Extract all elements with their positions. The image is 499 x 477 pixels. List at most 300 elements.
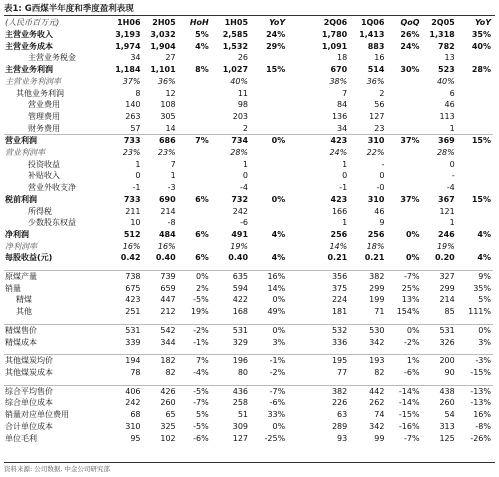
table-row: [4, 194, 493, 206]
table-cell: [457, 88, 493, 100]
table-row: [4, 147, 493, 159]
table-cell: -16%: [398, 421, 420, 431]
table-cell: 193: [349, 355, 386, 367]
table-cell: 23%: [122, 148, 141, 158]
table-cell: [287, 271, 310, 283]
table-cell: 531: [107, 324, 142, 336]
table-cell: [287, 170, 310, 182]
top-rule: [4, 15, 495, 16]
table-cell: -15%: [470, 367, 491, 377]
row-label: 所得税: [28, 206, 52, 216]
table-row: [4, 283, 493, 295]
table-cell: 675: [125, 283, 141, 293]
row-label: (人民币百万元): [5, 18, 60, 27]
table-cell: 6: [449, 88, 455, 98]
row-label: 净利润率: [5, 241, 37, 251]
table-cell: 310: [367, 194, 385, 204]
row-label: 其他煤炭均价: [4, 355, 107, 367]
table-row: [4, 170, 493, 182]
table-cell: 733: [107, 135, 142, 147]
table-cell: -7%: [193, 398, 209, 408]
table-cell: [457, 206, 493, 218]
table-cell: [386, 159, 421, 171]
table-cell: -5%: [193, 295, 209, 305]
row-label: 其他: [16, 307, 32, 317]
row-label: 单位毛利: [5, 433, 37, 443]
table-cell: 0: [135, 171, 141, 181]
table-cell: 0%: [250, 324, 287, 336]
row-label: 主营业务利润率: [5, 76, 61, 86]
table-cell: 30%: [400, 65, 420, 75]
table-cell: 336: [331, 337, 348, 347]
row-label: 营业外收支净: [28, 183, 76, 193]
table-cell: [250, 241, 287, 253]
table-cell: 23: [374, 123, 385, 133]
table-cell: 0: [342, 171, 348, 181]
table-cell: 7%: [178, 135, 211, 147]
table-cell: [178, 123, 211, 135]
table-cell: 125: [439, 433, 455, 443]
table-cell: [287, 194, 310, 206]
row-label: 精煤: [16, 295, 32, 305]
table-cell: 15%: [471, 194, 491, 204]
table-cell: 782: [438, 41, 455, 51]
table-cell: 686: [143, 135, 178, 147]
table-cell: 1,091: [321, 41, 348, 51]
table-cell: [178, 88, 211, 100]
table-cell: 382: [349, 271, 386, 283]
table-cell: 24%: [329, 148, 348, 158]
table-cell: 3%: [272, 337, 286, 347]
table-cell: 40%: [230, 76, 249, 86]
table-cell: 7%: [178, 355, 211, 367]
table-cell: 4%: [271, 229, 286, 239]
table-cell: 659: [160, 283, 176, 293]
table-cell: [287, 29, 310, 41]
table-cell: 1: [342, 159, 348, 169]
table-cell: 46: [444, 100, 455, 110]
table-cell: 326: [439, 337, 455, 347]
table-cell: 733: [123, 194, 141, 204]
table-cell: -15%: [398, 410, 420, 420]
table-row: [4, 241, 493, 253]
table-cell: 739: [143, 271, 178, 283]
table-cell: 95: [130, 433, 141, 443]
table-cell: 7: [342, 88, 348, 98]
table-cell: 16%: [473, 410, 491, 420]
table-row: [4, 88, 493, 100]
table-cell: [287, 252, 310, 264]
table-cell: [178, 147, 211, 159]
table-cell: 0%: [250, 135, 287, 147]
table-cell: -6%: [269, 398, 286, 408]
table-cell: [386, 217, 421, 229]
row-label: 管理费用: [28, 111, 60, 121]
table-cell: -5%: [178, 385, 211, 397]
table-cell: [457, 123, 493, 135]
table-row: [4, 159, 493, 171]
table-cell: 7: [170, 159, 176, 169]
table-row: [4, 64, 493, 76]
table-cell: HoH: [189, 18, 209, 27]
table-cell: [287, 409, 310, 421]
table-cell: 54: [444, 410, 455, 420]
source-note: 资料来源: 公司数据, 中金公司研究部: [4, 465, 110, 473]
table-cell: QoQ: [400, 18, 420, 27]
table-cell: 447: [160, 295, 176, 305]
table-cell: 0%: [386, 324, 421, 336]
table-cell: 4%: [477, 253, 491, 263]
table-cell: [250, 88, 287, 100]
table-row: [4, 294, 493, 306]
table-cell: 299: [369, 283, 385, 293]
row-label: 销量对应单位费用: [5, 410, 69, 420]
table-cell: 136: [331, 111, 348, 121]
row-label: 合计单位成本: [5, 421, 53, 431]
table-cell: 3,193: [115, 30, 141, 39]
table-cell: 1: [342, 218, 348, 228]
table-cell: [178, 76, 211, 88]
table-cell: 49%: [267, 307, 286, 317]
table-cell: 1Q06: [360, 18, 385, 27]
table-cell: [287, 306, 310, 318]
table-cell: 1H05: [224, 18, 249, 27]
table-cell: [287, 294, 310, 306]
table-cell: 242: [125, 398, 141, 408]
table-cell: 56: [374, 100, 385, 110]
table-cell: 203: [232, 111, 249, 121]
table-row: [4, 41, 493, 53]
table-cell: 26%: [400, 30, 420, 39]
table-cell: [178, 206, 211, 218]
table-cell: 3,032: [150, 30, 176, 39]
table-cell: 9%: [457, 271, 493, 283]
table-cell: 18: [337, 53, 348, 63]
table-cell: [386, 147, 421, 159]
table-cell: 74: [374, 410, 385, 420]
table-header-row: [4, 17, 493, 29]
table-row: [4, 76, 493, 88]
row-label: 主营业务收入: [5, 30, 53, 39]
table-cell: [287, 206, 310, 218]
table-cell: 313: [439, 421, 455, 431]
table-cell: 289: [331, 421, 348, 431]
table-cell: 6%: [195, 194, 209, 204]
table-cell: 339: [125, 337, 141, 347]
table-cell: -14%: [398, 398, 420, 408]
table-cell: [178, 170, 211, 182]
table-cell: 12: [165, 88, 176, 98]
table-cell: 37%: [386, 135, 421, 147]
table-cell: 34: [337, 123, 348, 133]
table-cell: 214: [439, 295, 455, 305]
table-cell: 523: [438, 65, 455, 75]
table-cell: -4: [446, 183, 455, 193]
table-cell: 4%: [271, 253, 286, 263]
table-cell: [287, 99, 310, 111]
table-cell: 82: [374, 367, 385, 377]
table-cell: 367: [438, 194, 455, 204]
table-cell: [250, 99, 287, 111]
table-cell: 19%: [190, 307, 209, 317]
table-cell: 27: [165, 53, 176, 63]
table-cell: 46: [374, 206, 385, 216]
table-cell: [178, 241, 211, 253]
table-cell: 242: [232, 206, 249, 216]
row-label: 精煤成本: [5, 337, 37, 347]
table-cell: 310: [125, 421, 141, 431]
table-cell: 29%: [266, 41, 286, 51]
table-cell: 530: [349, 324, 386, 336]
table-cell: 5%: [195, 30, 209, 39]
row-label: 净利润: [5, 229, 29, 239]
table-cell: [287, 355, 310, 367]
bottom-rule: [4, 462, 495, 463]
table-cell: [386, 182, 421, 194]
table-cell: 63: [337, 410, 348, 420]
table-cell: [250, 159, 287, 171]
table-cell: 19%: [230, 241, 249, 251]
row-label: 销量: [5, 283, 21, 293]
table-row: [4, 252, 493, 264]
table-cell: 263: [125, 111, 141, 121]
table-cell: 37%: [400, 194, 420, 204]
table-cell: 127: [369, 111, 385, 121]
table-cell: 426: [143, 385, 178, 397]
table-cell: 422: [232, 295, 249, 305]
table-cell: [287, 147, 310, 159]
table-cell: [287, 397, 310, 409]
table-cell: 16%: [122, 241, 141, 251]
table-cell: [287, 283, 310, 295]
table-cell: -3%: [457, 355, 493, 367]
table-row: [4, 385, 493, 397]
table-row: [4, 355, 493, 367]
table-row: [4, 135, 493, 147]
table-cell: 670: [330, 65, 348, 75]
row-label: 财务费用: [28, 123, 60, 133]
table-cell: 154%: [396, 307, 420, 317]
table-cell: 738: [107, 271, 142, 283]
table-cell: [178, 52, 211, 64]
table-cell: [287, 123, 310, 135]
row-label: 主营业务利润: [5, 65, 53, 75]
table-cell: 491: [231, 229, 249, 239]
table-cell: 1: [449, 123, 455, 133]
table-cell: 369: [422, 135, 457, 147]
table-row: [4, 324, 493, 336]
table-cell: 309: [232, 421, 249, 431]
table-cell: 251: [125, 307, 141, 317]
table-cell: 246: [438, 229, 455, 239]
table-cell: [178, 217, 211, 229]
table-row: [4, 337, 493, 349]
table-cell: 1,780: [321, 30, 348, 39]
table-cell: [287, 111, 310, 123]
table-cell: 0.40: [155, 253, 176, 263]
row-label: 营业利润率: [5, 148, 45, 158]
table-cell: 0%: [178, 271, 211, 283]
row-label: 主营业务税金: [28, 53, 76, 63]
table-cell: 65: [165, 410, 176, 420]
table-cell: 111%: [468, 307, 491, 317]
row-label: 每股收益(元): [5, 253, 53, 263]
row-label: 其他煤炭成本: [5, 367, 53, 377]
table-cell: -0: [376, 183, 385, 193]
table-cell: 166: [331, 206, 348, 216]
table-cell: [386, 206, 421, 218]
table-cell: 1,413: [359, 30, 385, 39]
table-cell: 226: [331, 398, 348, 408]
table-cell: [250, 123, 287, 135]
table-cell: 140: [125, 100, 141, 110]
table-cell: -1%: [250, 355, 287, 367]
table-cell: 8%: [195, 65, 209, 75]
table-cell: 732: [231, 194, 249, 204]
row-label: 综合单位成本: [5, 398, 53, 408]
table-cell: 0.40: [228, 253, 249, 263]
table-cell: 113: [439, 111, 455, 121]
table-cell: 532: [310, 324, 349, 336]
table-cell: [287, 17, 310, 29]
table-cell: [250, 170, 287, 182]
table-cell: [250, 111, 287, 123]
table-cell: 310: [349, 135, 386, 147]
table-cell: 423: [310, 135, 349, 147]
table-cell: 2: [242, 123, 249, 133]
table-cell: 98: [237, 100, 249, 110]
table-cell: 299: [439, 283, 455, 293]
table-cell: -8: [167, 218, 176, 228]
table-cell: 1,532: [222, 41, 249, 51]
table-cell: 26: [237, 53, 249, 63]
table-cell: 262: [369, 398, 385, 408]
table-cell: [287, 88, 310, 100]
table-cell: 305: [160, 111, 176, 121]
row-label: 营业费用: [28, 100, 60, 110]
row-label: 原煤产量: [4, 271, 107, 283]
table-cell: 327: [422, 271, 457, 283]
table-row: [4, 421, 493, 433]
table-cell: [287, 433, 310, 445]
table-cell: 13%: [401, 295, 420, 305]
table-cell: 28%: [230, 148, 249, 158]
table-cell: 80: [237, 367, 249, 377]
table-cell: 514: [367, 65, 385, 75]
table-cell: 542: [143, 324, 178, 336]
table-cell: [178, 159, 211, 171]
table-cell: [178, 182, 211, 194]
table-cell: 194: [107, 355, 142, 367]
table-cell: [386, 88, 421, 100]
table-cell: 531: [211, 324, 250, 336]
table-cell: [287, 421, 310, 433]
table-cell: 1: [170, 171, 176, 181]
table-cell: 1%: [386, 355, 421, 367]
table-cell: [287, 367, 310, 379]
table-cell: 33%: [267, 410, 286, 420]
table-cell: -6%: [404, 367, 420, 377]
table-cell: 512: [123, 229, 141, 239]
table-row: [4, 99, 493, 111]
table-cell: 0.42: [120, 253, 141, 263]
table-cell: 6%: [195, 253, 209, 263]
table-cell: 13: [444, 53, 455, 63]
table-cell: 5%: [478, 295, 491, 305]
table-cell: 40%: [471, 41, 491, 51]
table-cell: 121: [439, 206, 455, 216]
table-cell: [457, 52, 493, 64]
table-cell: 0.21: [327, 253, 348, 263]
table-cell: -5%: [193, 421, 209, 431]
table-cell: 28%: [471, 65, 491, 75]
table-cell: [250, 182, 287, 194]
table-cell: 0: [449, 159, 455, 169]
table-cell: 71: [374, 307, 385, 317]
table-cell: [287, 159, 310, 171]
table-cell: -3: [167, 183, 176, 193]
table-row: [4, 123, 493, 135]
table-cell: 0: [242, 171, 249, 181]
table-cell: 258: [232, 398, 249, 408]
table-cell: 635: [211, 271, 250, 283]
table-row: [4, 271, 493, 283]
table-cell: 690: [158, 194, 176, 204]
table-cell: [457, 159, 493, 171]
table-cell: [287, 217, 310, 229]
table-cell: 2Q05: [431, 18, 455, 27]
table-row: [4, 217, 493, 229]
table-cell: 15%: [266, 65, 286, 75]
table-cell: -2%: [269, 367, 286, 377]
table-cell: -1: [339, 183, 348, 193]
table-cell: 15%: [457, 135, 493, 147]
table-cell: 16%: [250, 271, 287, 283]
table-cell: 2,585: [222, 30, 249, 39]
table-cell: 85: [444, 307, 455, 317]
table-cell: 5%: [196, 410, 209, 420]
table-cell: -7%: [404, 433, 420, 443]
table-cell: 68: [130, 410, 141, 420]
table-cell: 438: [422, 385, 457, 397]
table-cell: 212: [160, 307, 176, 317]
table-cell: [178, 111, 211, 123]
row-label: 营业利润: [4, 135, 107, 147]
table-cell: -4: [240, 183, 249, 193]
table-cell: 200: [422, 355, 457, 367]
table-cell: 1: [449, 218, 455, 228]
table-cell: -7%: [386, 271, 421, 283]
table-cell: [287, 337, 310, 349]
table-cell: 423: [330, 194, 348, 204]
table-cell: 0.20: [434, 253, 455, 263]
table-cell: -25%: [264, 433, 286, 443]
table-cell: 102: [160, 433, 176, 443]
table-cell: 84: [337, 100, 348, 110]
row-label: 综合平均售价: [4, 385, 107, 397]
table-cell: -6%: [193, 433, 209, 443]
table-cell: 734: [211, 135, 250, 147]
table-cell: 18%: [366, 241, 385, 251]
table-cell: [287, 64, 310, 76]
table-cell: 484: [158, 229, 176, 239]
table-row: [4, 367, 493, 379]
table-cell: [386, 170, 421, 182]
table-cell: 181: [331, 307, 348, 317]
table-cell: 211: [125, 206, 141, 216]
table-cell: 182: [143, 355, 178, 367]
table-cell: 0.21: [364, 253, 385, 263]
